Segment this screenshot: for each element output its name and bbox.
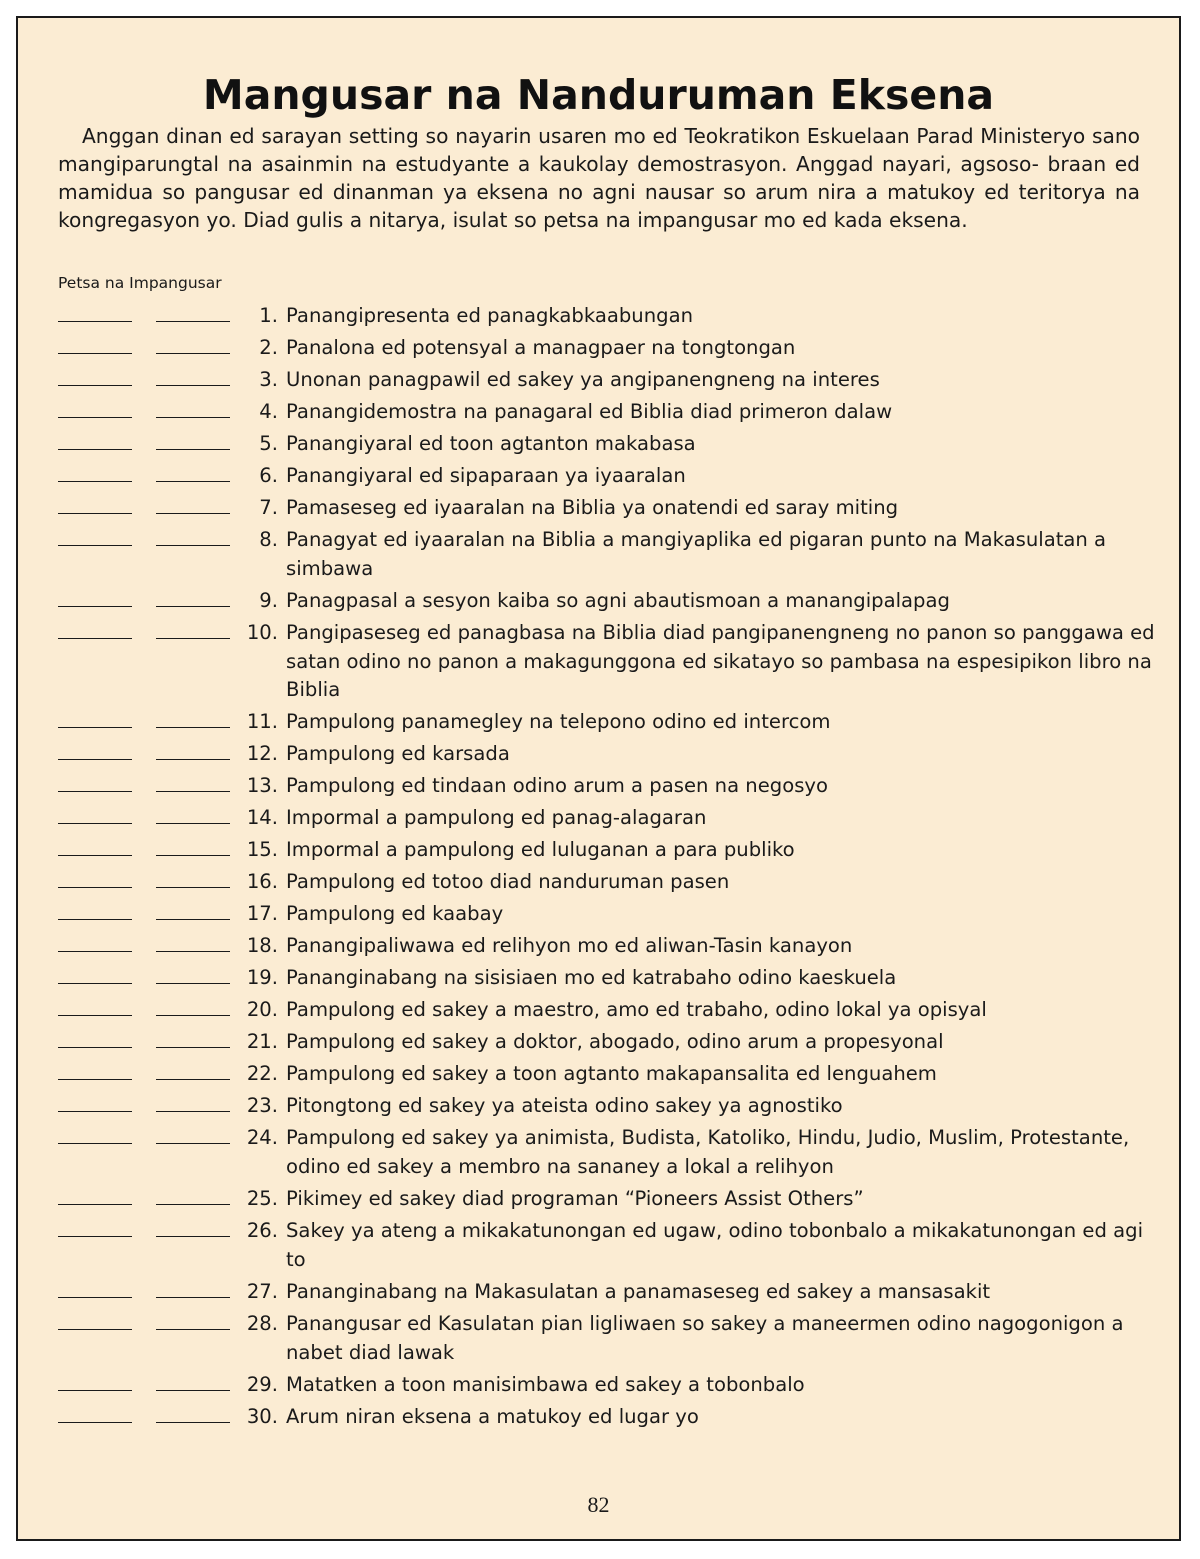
item-text: Pananginabang na sisisiaen mo ed katrabaho odino kaeskuela xyxy=(286,966,897,989)
date-blank-2[interactable] xyxy=(156,1371,230,1391)
list-item xyxy=(58,462,1158,494)
date-blank-2[interactable] xyxy=(156,398,230,418)
date-blank-1[interactable] xyxy=(58,587,132,607)
item-number: 3. xyxy=(259,368,278,391)
item-number: 17. xyxy=(246,902,278,925)
item-number: 26. xyxy=(246,1219,278,1242)
item-number: 14. xyxy=(246,806,278,829)
date-blank-1[interactable] xyxy=(58,1217,132,1237)
date-blank-2[interactable] xyxy=(156,587,230,607)
item-text: Sakey ya ateng a mikakatunongan ed ugaw, odino tobonbalo a mikakatunongan ed agi to xyxy=(286,1219,1144,1271)
list-item xyxy=(58,1124,1158,1185)
item-text: Pampulong ed sakey a toon agtanto makapansalita ed lenguahem xyxy=(286,1062,937,1085)
item-text: Pampulong ed sakey ya animista, Budista, Katoliko, Hindu, Judio, Muslim, Protestante, odino ed sakey a membro na sananey a lokal a relihyon xyxy=(286,1126,1130,1178)
list-item xyxy=(58,804,1158,836)
list-item xyxy=(58,708,1158,740)
list-item xyxy=(58,334,1158,366)
item-text: Pampulong ed kaabay xyxy=(286,902,504,925)
date-blank-2[interactable] xyxy=(156,1060,230,1080)
date-blank-2[interactable] xyxy=(156,804,230,824)
list-item xyxy=(58,494,1158,526)
date-blank-1[interactable] xyxy=(58,836,132,856)
date-blank-2[interactable] xyxy=(156,366,230,386)
item-text: Pampulong ed tindaan odino arum a pasen na negosyo xyxy=(286,774,828,797)
item-text: Panangidemostra na panagaral ed Biblia diad primeron dalaw xyxy=(286,400,893,423)
intro-paragraph: Anggan dinan ed sarayan setting so nayarin usaren mo ed Teokratikon Eskuelaan Parad Ministeryo sano mangiparungtal na asainmin na estudyante a kaukolay demostrasyon. Anggad nayari, agsoso- braan ed mamidua so pangusar ed dinanman ya eksena no agni nausar so arum nira a matukoy ed teritorya na kongregasyon yo. Diad gulis a nitarya, isulat so petsa na impangusar mo ed kada eksena. xyxy=(58,124,1140,232)
list-item xyxy=(58,526,1158,587)
item-text: Pampulong ed karsada xyxy=(286,742,510,765)
date-blank-2[interactable] xyxy=(156,334,230,354)
date-blank-2[interactable] xyxy=(156,708,230,728)
item-number: 18. xyxy=(246,934,278,957)
item-text: Unonan panagpawil ed sakey ya angipanengneng na interes xyxy=(286,368,880,391)
item-text: Arum niran eksena a matukoy ed lugar yo xyxy=(286,1405,699,1428)
item-text: Panagpasal a sesyon kaiba so agni abautismoan a manangipalapag xyxy=(286,589,950,612)
date-blank-2[interactable] xyxy=(156,430,230,450)
date-blank-1[interactable] xyxy=(58,526,132,546)
item-text: Panangiyaral ed sipaparaan ya iyaaralan xyxy=(286,464,686,487)
date-blank-2[interactable] xyxy=(156,494,230,514)
item-text: Matatken a toon manisimbawa ed sakey a tobonbalo xyxy=(286,1373,805,1396)
list-item xyxy=(58,1092,1158,1124)
date-blank-2[interactable] xyxy=(156,996,230,1016)
list-item xyxy=(58,740,1158,772)
item-text: Panangipresenta ed panagkabkaabungan xyxy=(286,304,694,327)
date-blank-2[interactable] xyxy=(156,1092,230,1112)
date-blank-1[interactable] xyxy=(58,868,132,888)
item-number: 22. xyxy=(246,1062,278,1085)
date-blank-2[interactable] xyxy=(156,1278,230,1298)
page-number: 82 xyxy=(587,1492,610,1517)
date-blank-1[interactable] xyxy=(58,900,132,920)
date-blank-1[interactable] xyxy=(58,1403,132,1423)
date-blank-1[interactable] xyxy=(58,334,132,354)
item-text: Pananginabang na Makasulatan a panamaseseg ed sakey a mansasakit xyxy=(286,1280,991,1303)
item-number: 12. xyxy=(246,742,278,765)
date-blank-2[interactable] xyxy=(156,462,230,482)
item-number: 16. xyxy=(246,870,278,893)
date-blank-2[interactable] xyxy=(156,526,230,546)
date-blank-1[interactable] xyxy=(58,996,132,1016)
date-blank-1[interactable] xyxy=(58,932,132,952)
list-item xyxy=(58,1028,1158,1060)
date-blank-1[interactable] xyxy=(58,619,132,639)
item-number: 30. xyxy=(246,1405,278,1428)
item-text: Pangipaseseg ed panagbasa na Biblia diad pangipanengneng no panon so panggawa ed satan odino no panon a makagunggona ed sikatayo so pambasa na espesipikon libro na Biblia xyxy=(286,621,1155,701)
list-item xyxy=(58,1371,1158,1403)
item-text: Pamaseseg ed iyaaralan na Biblia ya onatendi ed saray miting xyxy=(286,496,899,519)
list-item xyxy=(58,1217,1158,1278)
list-item xyxy=(58,398,1158,430)
item-text: Panangipaliwawa ed relihyon mo ed aliwan-Tasin kanayon xyxy=(286,934,853,957)
item-number: 6. xyxy=(259,464,278,487)
list-item xyxy=(58,836,1158,868)
date-blank-1[interactable] xyxy=(58,1124,132,1144)
item-number: 8. xyxy=(259,528,278,551)
date-blank-2[interactable] xyxy=(156,1028,230,1048)
date-blank-2[interactable] xyxy=(156,868,230,888)
item-number: 4. xyxy=(259,400,278,423)
date-blank-1[interactable] xyxy=(58,804,132,824)
date-blank-1[interactable] xyxy=(58,398,132,418)
list-item xyxy=(58,1403,1158,1435)
date-blank-1[interactable] xyxy=(58,1060,132,1080)
item-text: Panangusar ed Kasulatan pian ligliwaen so sakey a maneermen odino nagogonigon a nabet diad lawak xyxy=(286,1312,1124,1364)
list-item xyxy=(58,772,1158,804)
date-blank-2[interactable] xyxy=(156,932,230,952)
date-blank-2[interactable] xyxy=(156,740,230,760)
item-text: Impormal a pampulong ed panag-alagaran xyxy=(286,806,707,829)
list-item xyxy=(58,900,1158,932)
date-column-header: Petsa na Impangusar xyxy=(58,274,222,292)
item-number: 1. xyxy=(259,304,278,327)
item-number: 24. xyxy=(246,1126,278,1149)
item-text: Panalona ed potensyal a managpaer na tongtongan xyxy=(286,336,796,359)
item-number: 20. xyxy=(246,998,278,1021)
scene-list xyxy=(58,302,1158,1435)
list-item xyxy=(58,587,1158,619)
date-blank-1[interactable] xyxy=(58,708,132,728)
date-blank-2[interactable] xyxy=(156,302,230,322)
item-text: Pikimey ed sakey diad programan “Pioneers Assist Others” xyxy=(286,1187,864,1210)
date-blank-2[interactable] xyxy=(156,772,230,792)
item-number: 9. xyxy=(259,589,278,612)
list-item xyxy=(58,1310,1158,1371)
item-text: Pampulong ed sakey a maestro, amo ed trabaho, odino lokal ya opisyal xyxy=(286,998,987,1021)
item-number: 15. xyxy=(246,838,278,861)
item-number: 2. xyxy=(259,336,278,359)
date-blank-1[interactable] xyxy=(58,740,132,760)
item-text: Panangiyaral ed toon agtanton makabasa xyxy=(286,432,696,455)
list-item xyxy=(58,619,1158,708)
date-blank-2[interactable] xyxy=(156,1217,230,1237)
date-blank-1[interactable] xyxy=(58,1092,132,1112)
date-blank-1[interactable] xyxy=(58,1310,132,1330)
list-item xyxy=(58,1060,1158,1092)
date-blank-2[interactable] xyxy=(156,900,230,920)
date-blank-1[interactable] xyxy=(58,1371,132,1391)
date-blank-2[interactable] xyxy=(156,1124,230,1144)
list-item xyxy=(58,430,1158,462)
date-blank-2[interactable] xyxy=(156,964,230,984)
date-blank-1[interactable] xyxy=(58,1028,132,1048)
date-blank-1[interactable] xyxy=(58,772,132,792)
item-number: 21. xyxy=(246,1030,278,1053)
list-item xyxy=(58,1185,1158,1217)
date-blank-2[interactable] xyxy=(156,619,230,639)
item-text: Pampulong ed totoo diad nanduruman pasen xyxy=(286,870,730,893)
item-number: 13. xyxy=(246,774,278,797)
date-blank-2[interactable] xyxy=(156,836,230,856)
date-blank-2[interactable] xyxy=(156,1310,230,1330)
list-item xyxy=(58,932,1158,964)
list-item xyxy=(58,996,1158,1028)
date-blank-1[interactable] xyxy=(58,430,132,450)
item-text: Panagyat ed iyaaralan na Biblia a mangiyaplika ed pigaran punto na Makasulatan a simbawa xyxy=(286,528,1107,580)
item-number: 5. xyxy=(259,432,278,455)
list-item xyxy=(58,302,1158,334)
date-blank-2[interactable] xyxy=(156,1403,230,1423)
date-blank-1[interactable] xyxy=(58,366,132,386)
list-item xyxy=(58,964,1158,996)
item-number: 11. xyxy=(246,710,278,733)
item-number: 10. xyxy=(246,621,278,644)
page-title: Mangusar na Nanduruman Eksena xyxy=(202,71,995,119)
date-blank-1[interactable] xyxy=(58,1278,132,1298)
item-text: Pampulong ed sakey a doktor, abogado, odino arum a propesyonal xyxy=(286,1030,944,1053)
date-blank-1[interactable] xyxy=(58,462,132,482)
date-blank-2[interactable] xyxy=(156,1185,230,1205)
item-number: 27. xyxy=(246,1280,278,1303)
item-number: 25. xyxy=(246,1187,278,1210)
item-number: 29. xyxy=(246,1373,278,1396)
item-text: Pampulong panamegley na telepono odino ed intercom xyxy=(286,710,831,733)
list-item xyxy=(58,868,1158,900)
date-blank-1[interactable] xyxy=(58,964,132,984)
item-text: Impormal a pampulong ed luluganan a para publiko xyxy=(286,838,795,861)
list-item xyxy=(58,1278,1158,1310)
item-number: 19. xyxy=(246,966,278,989)
item-number: 7. xyxy=(259,496,278,519)
item-text: Pitongtong ed sakey ya ateista odino sakey ya agnostiko xyxy=(286,1094,843,1117)
item-number: 23. xyxy=(246,1094,278,1117)
date-blank-1[interactable] xyxy=(58,302,132,322)
item-number: 28. xyxy=(246,1312,278,1335)
date-blank-1[interactable] xyxy=(58,494,132,514)
list-item xyxy=(58,366,1158,398)
worksheet-page xyxy=(16,16,1181,1541)
date-blank-1[interactable] xyxy=(58,1185,132,1205)
